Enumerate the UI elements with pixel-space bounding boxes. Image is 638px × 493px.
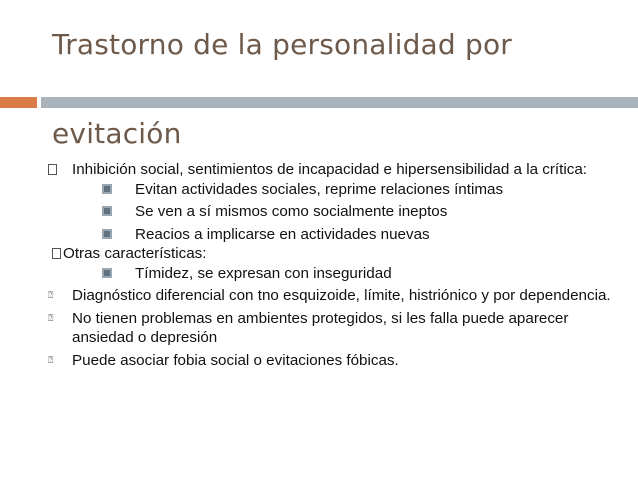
sub-bullet-item [48, 225, 623, 245]
bullet-text: Inhibición social, sentimientos de incapacidad e hipersensibilidad a la crítica: [72, 161, 587, 178]
sub-bullet-text: Reacios a implicarse en actividades nuevas [135, 225, 430, 243]
square-bullet-icon [102, 229, 112, 239]
slide-title-line-1: Trastorno de la personalidad por [52, 28, 513, 61]
missing-glyph-icon: ⍰ [48, 313, 54, 324]
box-icon [48, 164, 57, 175]
missing-glyph-icon: ⍰ [48, 355, 54, 366]
bullet-text: Puede asociar fobia social o evitaciones fóbicas. [72, 351, 399, 369]
box-icon [52, 248, 61, 259]
accent-bar-right [41, 97, 638, 108]
bullet-item [48, 351, 623, 371]
square-bullet-icon [102, 206, 112, 216]
bullet-item [48, 309, 623, 348]
slide-title-line-2: evitación [52, 117, 182, 150]
bullet-text: No tienen problemas en ambientes protegidos, si les falla puede aparecer ansiedad o depresión [72, 309, 569, 346]
sub-bullet-item [48, 264, 623, 284]
sub-bullet-item [48, 202, 623, 222]
bullet-item [48, 160, 623, 180]
square-bullet-icon [102, 184, 112, 194]
bullet-item [48, 286, 623, 306]
bullet-item [48, 244, 623, 264]
missing-glyph-icon: ⍰ [48, 291, 54, 301]
sub-bullet-text: Tímidez, se expresan con inseguridad [135, 264, 392, 282]
sub-bullet-text: Evitan actividades sociales, reprime relaciones íntimas [135, 180, 504, 198]
bullet-text: Otras características: [63, 245, 207, 262]
sub-bullet-item [48, 180, 623, 200]
accent-bar-left [0, 97, 37, 108]
square-bullet-icon [102, 268, 112, 278]
bullet-text: Diagnóstico diferencial con tno esquizoide, límite, histriónico y por dependencia. [72, 287, 611, 304]
sub-bullet-text: Se ven a sí mismos como socialmente ineptos [135, 203, 448, 220]
slide-content [48, 160, 623, 370]
